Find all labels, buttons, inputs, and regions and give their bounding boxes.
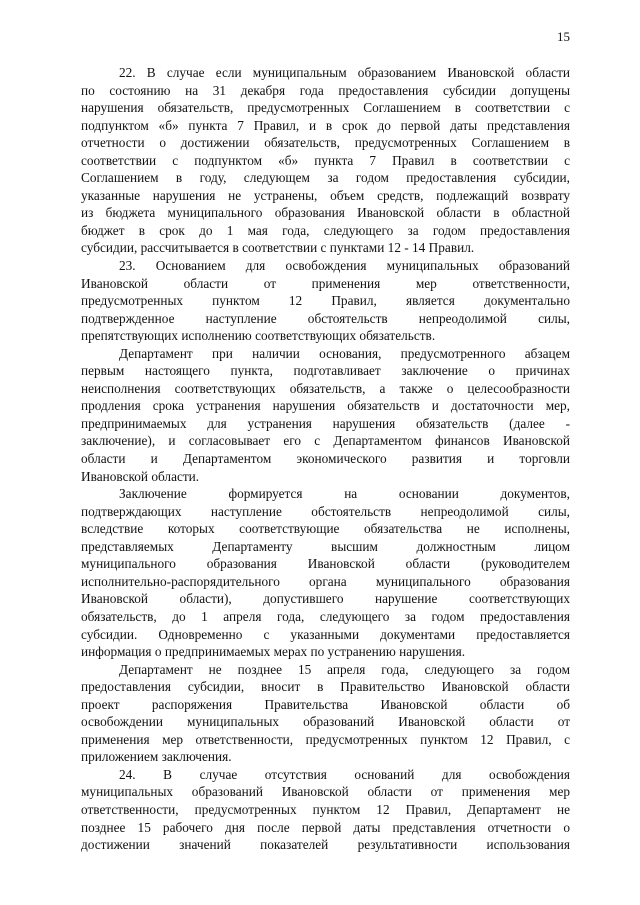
paragraph: [81, 64, 570, 257]
text-line: первым настоящего пункта, подготавливает заключение о причинах: [81, 363, 570, 379]
text-line: 24. В случае отсутствия оснований для освобождения: [119, 766, 570, 782]
text-line: позднее 15 рабочего дня после первой даты представления отчетности о: [81, 819, 570, 835]
text-line: субсидии. Одновременно с указанными документами предоставляется: [81, 626, 570, 642]
text-line: предпринимаемых для устранения нарушения обязательств (далее -: [81, 415, 570, 431]
text-line: применения мер ответственности, предусмотренных пунктом 12 Правил, с: [81, 731, 570, 747]
text-line: Департамент не позднее 15 апреля года, следующего за годом: [119, 661, 570, 677]
text-line: нарушения обязательств, предусмотренных Соглашением в соответствии с: [81, 100, 570, 116]
text-line: подтвержденное наступление обстоятельств непреодолимой силы,: [81, 310, 570, 326]
text-line: представляемых Департаменту высшим должностным лицом: [81, 538, 570, 554]
paragraph: [81, 257, 570, 345]
paragraph: [81, 766, 570, 854]
document-body: [81, 64, 570, 854]
text-line: заключение), и согласовывает его с Департаментом финансов Ивановской: [81, 433, 570, 449]
text-line: Заключение формируется на основании документов,: [119, 486, 570, 502]
text-line: ответственности, предусмотренных пунктом 12 Правил, Департамент не: [81, 801, 570, 817]
text-line: бюджет в срок до 1 мая года, следующего за годом предоставления: [81, 222, 570, 238]
text-line: 22. В случае если муниципальным образованием Ивановской области: [119, 65, 570, 80]
text-line: субсидии, рассчитывается в соответствии с пунктами 12 - 14 Правил.: [81, 240, 475, 256]
text-line: вследствие которых соответствующие обязательства не исполнены,: [81, 521, 570, 537]
text-line: исполнительно-распорядительного органа муниципального образования: [81, 573, 570, 589]
text-line: освобождении муниципальных образований Ивановской области от: [81, 714, 570, 730]
text-line: предусмотренных пунктом 12 Правил, является документально: [81, 293, 570, 309]
paragraph: [81, 485, 570, 660]
text-line: отчетности о достижении обязательств, предусмотренных Соглашением в: [81, 135, 570, 151]
text-line: 23. Основанием для освобождения муниципальных образований: [119, 258, 570, 274]
text-line: подтверждающих наступление обстоятельств непреодолимой силы,: [81, 503, 570, 519]
text-line: обязательств, до 1 апреля года, следующего за годом предоставления: [81, 608, 570, 624]
text-line: Соглашением в году, следующем за годом предоставления субсидии,: [81, 170, 570, 186]
text-line: по состоянию на 31 декабря года предоставления субсидии допущены: [81, 82, 570, 98]
text-line: Ивановской области), допустившего нарушение соответствующих: [81, 591, 570, 607]
text-line: препятствующих исполнению соответствующих обязательств.: [81, 328, 436, 344]
text-line: Ивановской области.: [81, 468, 200, 484]
text-line: неисполнения соответствующих обязательств, а также о целесообразности: [81, 380, 570, 396]
text-line: подпунктом «б» пункта 7 Правил, и в срок до первой даты представления: [81, 117, 570, 133]
text-line: приложением заключения.: [81, 749, 232, 765]
text-line: Ивановской области от применения мер ответственности,: [81, 275, 570, 291]
text-line: проект распоряжения Правительства Ивановской области об: [81, 696, 570, 712]
paragraph: [81, 345, 570, 485]
text-line: информация о предпринимаемых мерах по устранению нарушения.: [81, 644, 466, 660]
text-line: продления срока устранения нарушения обязательств и достаточности мер,: [81, 398, 570, 414]
text-line: Департамент при наличии основания, предусмотренного абзацем: [119, 345, 570, 361]
text-line: муниципальных образований Ивановской области от применения мер: [81, 784, 570, 800]
text-line: достижении значений показателей результативности использования: [81, 837, 570, 853]
text-line: муниципального образования Ивановской области (руководителем: [81, 556, 570, 572]
paragraph: [81, 661, 570, 766]
text-line: соответствии с подпунктом «б» пункта 7 Правил в соответствии с: [81, 152, 570, 168]
text-line: области и Департаментом экономического развития и торговли: [81, 451, 570, 467]
text-line: предоставления субсидии, вносит в Правительство Ивановской области: [81, 679, 570, 695]
text-line: из бюджета муниципального образования Ивановской области в областной: [81, 205, 570, 221]
text-line: указанные нарушения не устранены, объем средств, подлежащий возврату: [81, 187, 570, 203]
page-number: 15: [557, 29, 570, 44]
